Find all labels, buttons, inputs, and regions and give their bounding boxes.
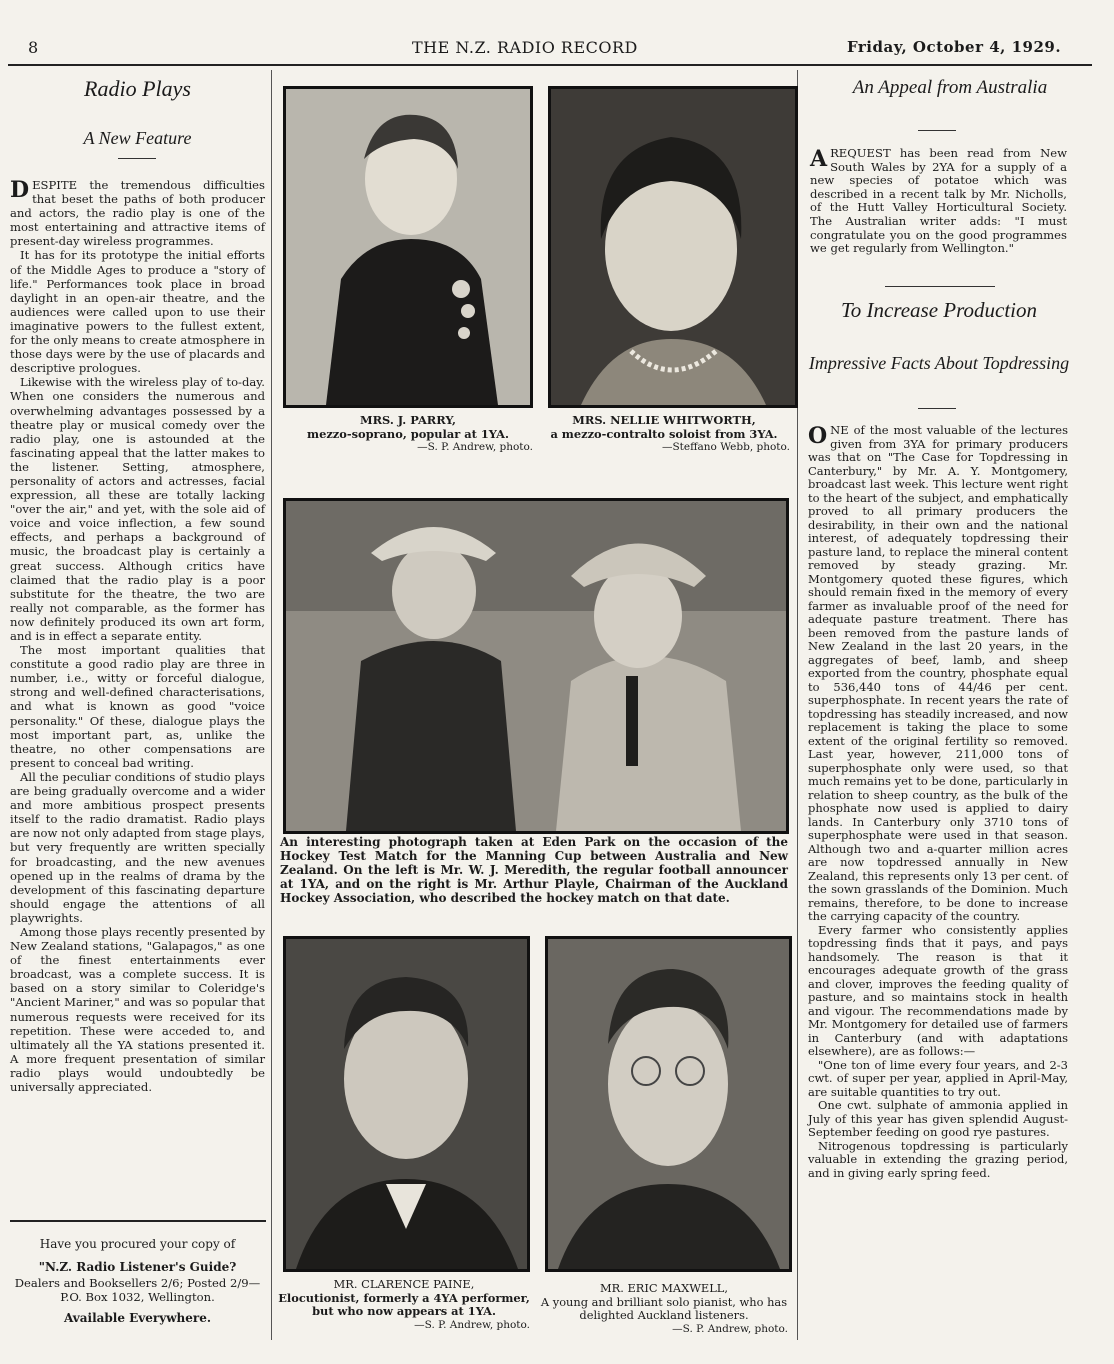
section-rule: [918, 130, 956, 131]
article-paragraph: All the peculiar conditions of studio plays are being gradually overcome and a wider and more ambitious prospect presents itself to the radio dramatist. Radio plays are now not only adapted from stage plays, but very frequently are written specially for broadcasting, and the new avenues opened up in the realms of drama by the development of this fascinating departure should engage the attentions of all playwrights.: [10, 769, 265, 925]
radio-plays-title: Radio Plays: [84, 76, 191, 101]
article-paragraph: Among those plays recently presented by New Zealand stations, "Galapagos," as one of the finest entertainments ever broadcast, was a complete success. It is based on a story similar to Coleridge's "Ancient Mariner," and was so popular that numerous requests were received for its repetition. These were acceded to, and ultimately all the YA stations presented it. A more frequent presentation of similar radio plays would undoubtedly be universally appreciated.: [10, 924, 265, 1094]
drop-cap: A: [810, 146, 828, 172]
drop-cap: O: [808, 423, 828, 449]
radio-plays-article: [10, 178, 265, 1094]
parry-photo: [283, 86, 533, 408]
maxwell-desc: A young and brilliant solo pianist, who has delighted Auckland listeners.: [540, 1294, 788, 1322]
whitworth-caption: [538, 414, 790, 455]
maxwell-caption: [540, 1282, 788, 1336]
article-paragraph: "One ton of lime every four years, and 2-3 cwt. of super per year, applied in April-May, are suitable quantities to try out.: [808, 1057, 1068, 1099]
paine-desc: Elocutionist, formerly a 4YA performer, but who now appears at 1YA.: [278, 1290, 530, 1318]
section-rule: [918, 408, 956, 409]
header-rule: [8, 64, 1092, 66]
parry-name: MRS. J. PARRY,: [359, 413, 457, 427]
appeal-title: An Appeal from Australia: [852, 77, 1048, 98]
article-paragraph: One cwt. sulphate of ammonia applied in July of this year has given splendid August-September feeding on good rye pastures.: [808, 1098, 1068, 1139]
section-rule: [885, 286, 995, 287]
masthead: THE N.Z. RADIO RECORD: [412, 38, 638, 57]
issue-date: Friday, October 4, 1929.: [847, 38, 1062, 56]
parry-credit: —S. P. Andrew, photo.: [417, 441, 533, 453]
article-paragraph: NE of the most valuable of the lectures given from 3YA for primary producers was that on "The Case for Topdressing in Canterbury," by Mr. A. Y. Montgomery, broadcast last week. This lecture went right to the heart of the subject, and emphatically proved to all primary producers the desirability, in their own and the national interest, of adequately topdressing their pasture land, to replace the mineral content removed by steady grazing. Mr. Montgomery quoted these figures, which should remain fixed in the memory of every farmer as invaluable proof of the need for adequate pasture treatment. There has been removed from the pasture lands of New Zealand in the last 20 years, in the aggregates of beef, lamb, and sheep exported from the country, phosphate equal to 536,440 tons of 44/46 per cent. superphosphate. In recent years the rate of topdressing has steadily increased, and now replacement is taking the place to some extent of the original fertility so removed. Last year, however, 211,000 tons of superphosphate only were used, so that much remains yet to be done, particularly in relation to sheep country, as the bulk of the phosphate now used is applied to dairy lands. In Canterbury only 3710 tons of superphosphate were used in that season. Although two and a-quarter million acres are now topdressed annually in New Zealand, this represents only 13 per cent. of the sown grasslands of the Dominion. Much remains, therefore, to be done to increase the carrying capacity of the country.: [808, 423, 1068, 923]
listener-guide-ad: [10, 1236, 265, 1327]
article-paragraph: ESPITE the tremendous difficulties that beset the paths of both producer and actors, the radio play is one of the most entertaining and attractive items of present-day wireless programmes.: [10, 178, 265, 249]
article-paragraph: The most important qualities that constitute a good radio play are three in number, i.e., witty or forceful dialogue, strong and well-defined characterisations, and what is known as good "voice personality." Of these, dialogue plays the most important part, as, unlike the theatre, no other compensations are present to conceal bad writing.: [10, 643, 265, 770]
maxwell-photo: [545, 936, 792, 1272]
production-subtitle: Impressive Facts About Topdressing: [808, 353, 1070, 373]
ad-title: "N.Z. Radio Listener's Guide?: [38, 1260, 237, 1274]
production-article: [808, 424, 1068, 1180]
paine-name: MR. CLARENCE PAINE,: [333, 1277, 475, 1291]
article-paragraph: Nitrogenous topdressing is particularly valuable in extending the grazing period, and in giving early spring feed.: [808, 1138, 1068, 1180]
whitworth-credit: —Steffano Webb, photo.: [661, 441, 790, 453]
parry-desc: mezzo-soprano, popular at 1YA.: [307, 426, 509, 441]
parry-caption: [283, 414, 533, 455]
article-paragraph: Every farmer who consistently applies topdressing finds that it pays, and pays handsomely. The reason is that it encourages adequate growth of the grass and clover, improves the feeding quality of pasture, and so maintains stock in health and vigour. The recommendations made by Mr. Montgomery for detailed use of farmers in Canterbury (and with adaptations elsewhere), are as follows:—: [808, 922, 1068, 1058]
radio-plays-subtitle: A New Feature: [83, 128, 192, 148]
ad-line: Have you procured your copy of: [39, 1237, 236, 1251]
drop-cap: D: [10, 177, 30, 203]
page-number: 8: [28, 38, 39, 57]
section-rule: [118, 158, 156, 159]
paine-photo: [283, 936, 530, 1272]
maxwell-credit: —S. P. Andrew, photo.: [672, 1322, 788, 1335]
whitworth-desc: a mezzo-contralto soloist from 3YA.: [550, 426, 778, 441]
column-rule-left: [271, 70, 272, 1340]
paine-credit: —S. P. Andrew, photo.: [414, 1318, 530, 1331]
ad-tagline: Available Everywhere.: [63, 1311, 212, 1325]
article-paragraph: Likewise with the wireless play of to-day. When one considers the numerous and overwhelming advantages possessed by a theatre play or musical comedy over the radio play, one is astounded at the fascinating appeal that the latter makes to the listener. Setting, atmosphere, personality of actors and actresses, facial expression, all these are totally lacking "over the air," and yet, with the sole aid of voice and voice inflection, a few sound effects, and perhaps a background of music, the broadcast play is certainly a great success. Although critics have claimed that the radio play is a poor substitute for the theatre, the two are really not comparable, as the former has now definitely produced its own art form, and is in effect a separate entity.: [10, 375, 265, 643]
appeal-article: [810, 147, 1067, 256]
paine-caption: [278, 1278, 530, 1332]
whitworth-name: MRS. NELLIE WHITWORTH,: [572, 413, 756, 427]
ad-rule: [10, 1220, 266, 1222]
ad-price: Dealers and Booksellers 2/6; Posted 2/9—P.O. Box 1032, Wellington.: [14, 1276, 261, 1304]
article-paragraph: REQUEST has been read from New South Wales by 2YA for a supply of a new species of potatoe which was described in a recent talk by Mr. Nicholls, of the Hutt Valley Horticultural Society. The Australian writer adds: "I must congratulate you on the good programmes we get regularly from Wellington.": [810, 146, 1067, 256]
production-title: To Increase Production: [841, 298, 1037, 322]
maxwell-name: MR. ERIC MAXWELL,: [600, 1281, 728, 1295]
eden-park-caption: An interesting photograph taken at Eden Park on the occasion of the Hockey Test Match for the Manning Cup between Australia and New Zealand. On the left is Mr. W. J. Meredith, the regular football announcer at 1YA, and on the right is Mr. Arthur Playle, Chairman of the Auckland Hockey Association, who described the hockey match on that date.: [280, 835, 788, 905]
eden-park-photo: [283, 498, 789, 834]
whitworth-photo: [548, 86, 798, 408]
article-paragraph: It has for its prototype the initial efforts of the Middle Ages to produce a "story of life." Performances took place in broad daylight in an open-air theatre, and the audiences were called upon to use their imaginative powers to the fullest extent, for the only means to create atmosphere in those days were by the use of placards and descriptive prologues.: [10, 248, 265, 376]
